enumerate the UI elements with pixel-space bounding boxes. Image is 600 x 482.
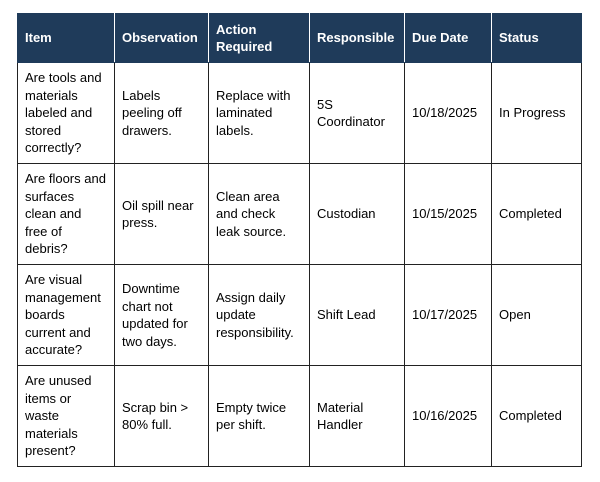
action-cell: Assign daily update responsibility. <box>209 265 310 366</box>
column-header-due-date: Due Date <box>405 14 492 63</box>
status-cell: Open <box>492 265 582 366</box>
status-cell: Completed <box>492 366 582 467</box>
due-date-cell: 10/16/2025 <box>405 366 492 467</box>
due-date-cell: 10/15/2025 <box>405 164 492 265</box>
item-cell: Are visual management boards current and accurate? <box>18 265 115 366</box>
item-cell: Are floors and surfaces clean and free of debris? <box>18 164 115 265</box>
observation-cell: Oil spill near press. <box>115 164 209 265</box>
item-cell: Are unused items or waste materials present? <box>18 366 115 467</box>
status-cell: In Progress <box>492 63 582 164</box>
observation-cell: Labels peeling off drawers. <box>115 63 209 164</box>
table-row <box>18 63 582 164</box>
audit-action-table <box>17 13 582 467</box>
responsible-cell: Material Handler <box>310 366 405 467</box>
table-row <box>18 164 582 265</box>
item-cell: Are tools and materials labeled and stored correctly? <box>18 63 115 164</box>
responsible-cell: Custodian <box>310 164 405 265</box>
column-header-item: Item <box>18 14 115 63</box>
table-body <box>18 63 582 467</box>
observation-cell: Downtime chart not updated for two days. <box>115 265 209 366</box>
column-header-observation: Observation <box>115 14 209 63</box>
responsible-cell: 5S Coordinator <box>310 63 405 164</box>
due-date-cell: 10/17/2025 <box>405 265 492 366</box>
column-header-responsible: Responsible <box>310 14 405 63</box>
due-date-cell: 10/18/2025 <box>405 63 492 164</box>
observation-cell: Scrap bin > 80% full. <box>115 366 209 467</box>
status-cell: Completed <box>492 164 582 265</box>
table-row <box>18 366 582 467</box>
action-cell: Replace with laminated labels. <box>209 63 310 164</box>
action-cell: Empty twice per shift. <box>209 366 310 467</box>
action-cell: Clean area and check leak source. <box>209 164 310 265</box>
column-header-action-required: Action Required <box>209 14 310 63</box>
responsible-cell: Shift Lead <box>310 265 405 366</box>
header-row <box>18 14 582 63</box>
table-header <box>18 14 582 63</box>
table-row <box>18 265 582 366</box>
column-header-status: Status <box>492 14 582 63</box>
